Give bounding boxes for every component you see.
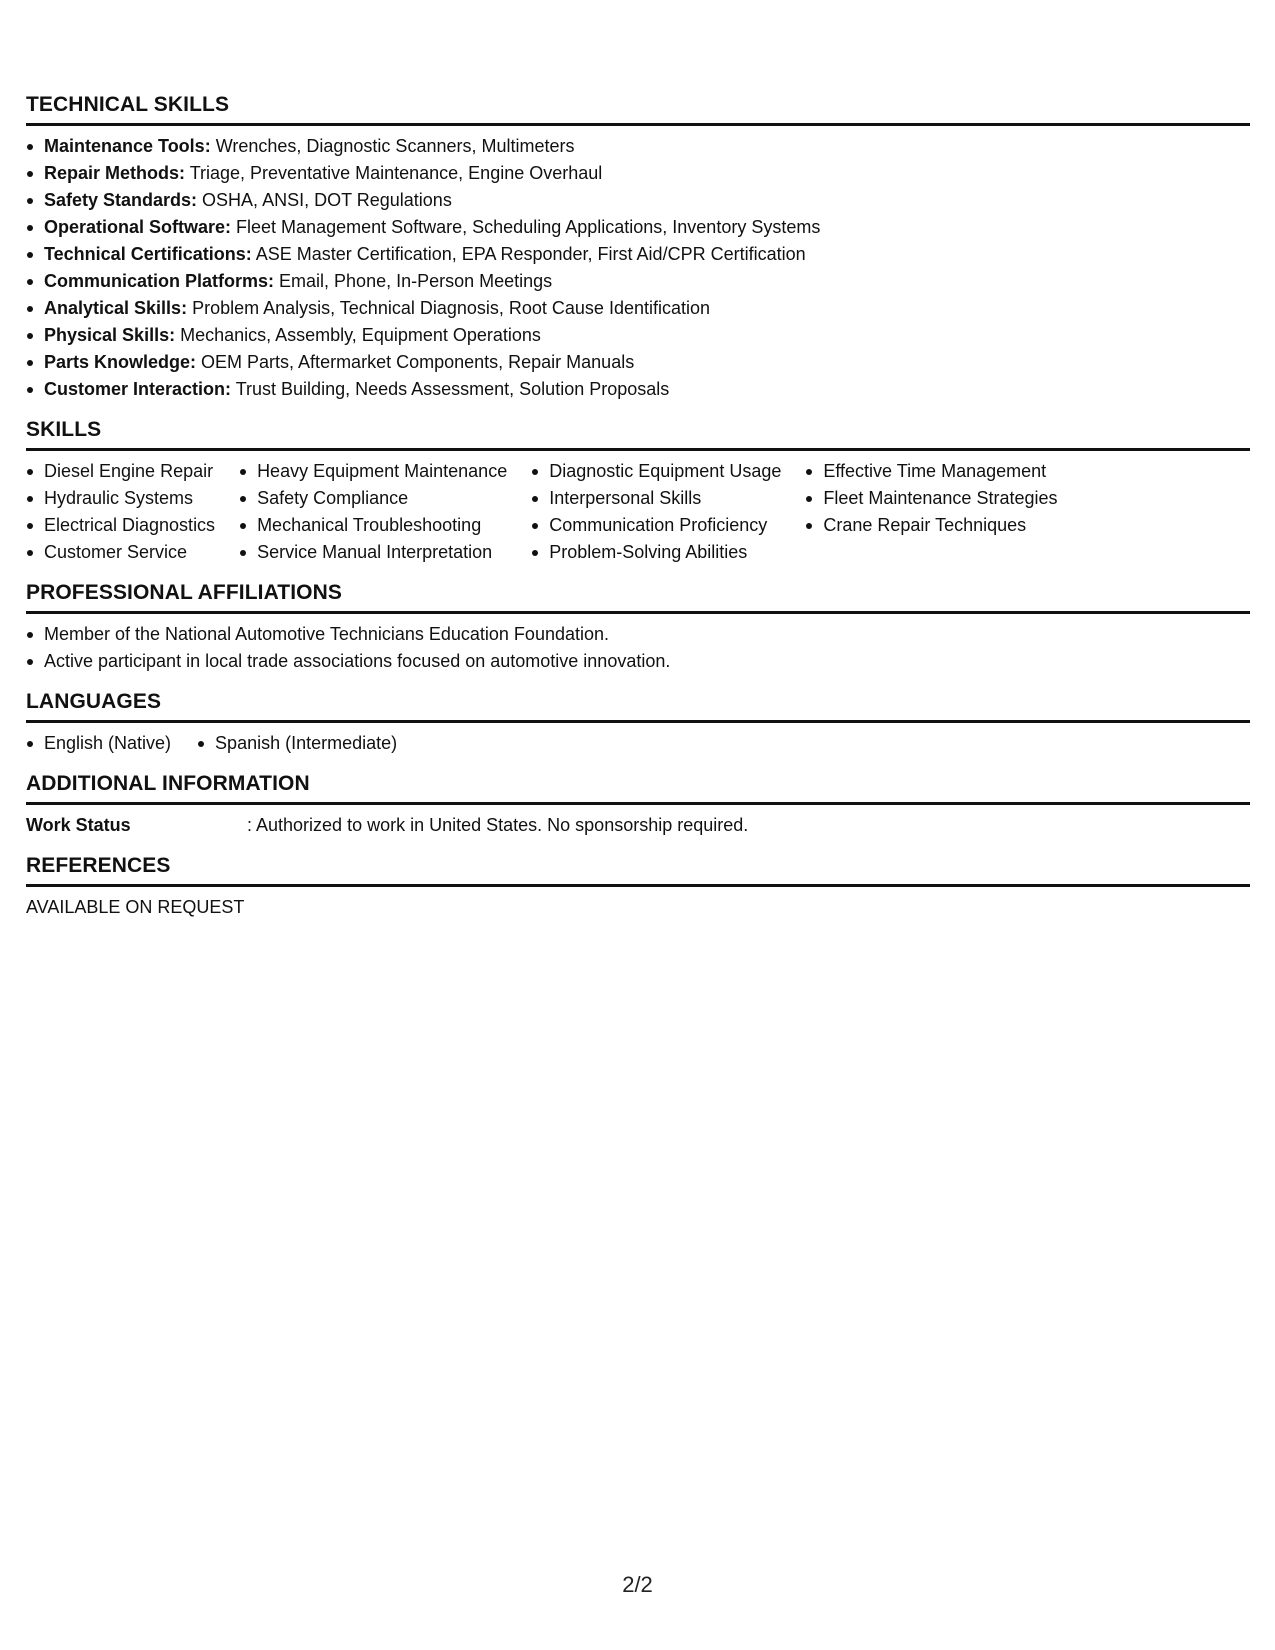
section-title-references: REFERENCES (26, 853, 1250, 887)
skill-text: Triage, Preventative Maintenance, Engine Overhaul (185, 163, 603, 183)
additional-info-section (26, 771, 1250, 839)
languages-section (26, 689, 1250, 757)
list-item: Spanish (Intermediate) (197, 730, 397, 757)
skill-label: Repair Methods: (44, 163, 186, 183)
list-item: Interpersonal Skills (531, 485, 781, 512)
list-item: Crane Repair Techniques (805, 512, 1057, 539)
technical-skills-section (26, 92, 1250, 403)
list-item: Service Manual Interpretation (239, 539, 507, 566)
work-status-value: : Authorized to work in United States. No sponsorship required. (247, 815, 749, 835)
skill-label: Operational Software: (44, 217, 232, 237)
list-item: Customer Service (26, 539, 215, 566)
resume-page (26, 92, 1250, 935)
list-item: Problem-Solving Abilities (531, 539, 781, 566)
list-item: Communication Proficiency (531, 512, 781, 539)
skill-text: Trust Building, Needs Assessment, Solution Proposals (231, 379, 670, 399)
list-item: English (Native) (26, 730, 171, 757)
languages-list (26, 730, 1250, 757)
skills-grid (26, 458, 1250, 566)
list-item (26, 187, 1250, 214)
skill-text: Problem Analysis, Technical Diagnosis, Root Cause Identification (187, 298, 711, 318)
list-item (26, 349, 1250, 376)
list-item (26, 133, 1250, 160)
references-text: AVAILABLE ON REQUEST (26, 897, 245, 917)
list-item: Active participant in local trade associations focused on automotive innovation. (26, 648, 1250, 675)
skill-label: Technical Certifications: (44, 244, 252, 264)
references-section (26, 853, 1250, 921)
skill-text: Fleet Management Software, Scheduling Applications, Inventory Systems (231, 217, 821, 237)
skill-label: Physical Skills: (44, 325, 176, 345)
list-item (26, 322, 1250, 349)
skills-section (26, 417, 1250, 566)
list-item: Electrical Diagnostics (26, 512, 215, 539)
skill-text: Email, Phone, In-Person Meetings (274, 271, 553, 291)
skill-label: Safety Standards: (44, 190, 198, 210)
list-item (26, 376, 1250, 403)
skill-label: Analytical Skills: (44, 298, 188, 318)
skill-label: Parts Knowledge: (44, 352, 197, 372)
list-item: Diesel Engine Repair (26, 458, 215, 485)
skill-text: Wrenches, Diagnostic Scanners, Multimeters (210, 136, 575, 156)
technical-skills-list (26, 133, 1250, 403)
list-item (26, 241, 1250, 268)
list-item: Fleet Maintenance Strategies (805, 485, 1057, 512)
section-title-skills: SKILLS (26, 417, 1250, 451)
list-item: Heavy Equipment Maintenance (239, 458, 507, 485)
section-title-languages: LANGUAGES (26, 689, 1250, 723)
work-status-label: Work Status (26, 815, 131, 835)
skill-label: Communication Platforms: (44, 271, 275, 291)
skills-column (239, 458, 507, 566)
skill-text: OEM Parts, Aftermarket Components, Repair Manuals (196, 352, 635, 372)
list-item: Member of the National Automotive Technicians Education Foundation. (26, 621, 1250, 648)
list-item: Mechanical Troubleshooting (239, 512, 507, 539)
skills-column (26, 458, 215, 566)
skill-label: Maintenance Tools: (44, 136, 211, 156)
affiliations-section (26, 580, 1250, 675)
skill-label: Customer Interaction: (44, 379, 232, 399)
list-item: Effective Time Management (805, 458, 1057, 485)
section-title-additional-info: ADDITIONAL INFORMATION (26, 771, 1250, 805)
skills-column (805, 458, 1057, 566)
skills-column (531, 458, 781, 566)
skill-text: Mechanics, Assembly, Equipment Operations (175, 325, 541, 345)
affiliations-list (26, 621, 1250, 675)
list-item (26, 295, 1250, 322)
work-status-row (26, 812, 1250, 839)
list-item (26, 214, 1250, 241)
section-title-affiliations: PROFESSIONAL AFFILIATIONS (26, 580, 1250, 614)
list-item: Hydraulic Systems (26, 485, 215, 512)
list-item (26, 160, 1250, 187)
skill-text: ASE Master Certification, EPA Responder, First Aid/CPR Certification (251, 244, 806, 264)
list-item (26, 268, 1250, 295)
list-item: Diagnostic Equipment Usage (531, 458, 781, 485)
page-number: 2/2 (622, 1572, 653, 1597)
skill-text: OSHA, ANSI, DOT Regulations (197, 190, 452, 210)
list-item: Safety Compliance (239, 485, 507, 512)
section-title-technical-skills: TECHNICAL SKILLS (26, 92, 1250, 126)
